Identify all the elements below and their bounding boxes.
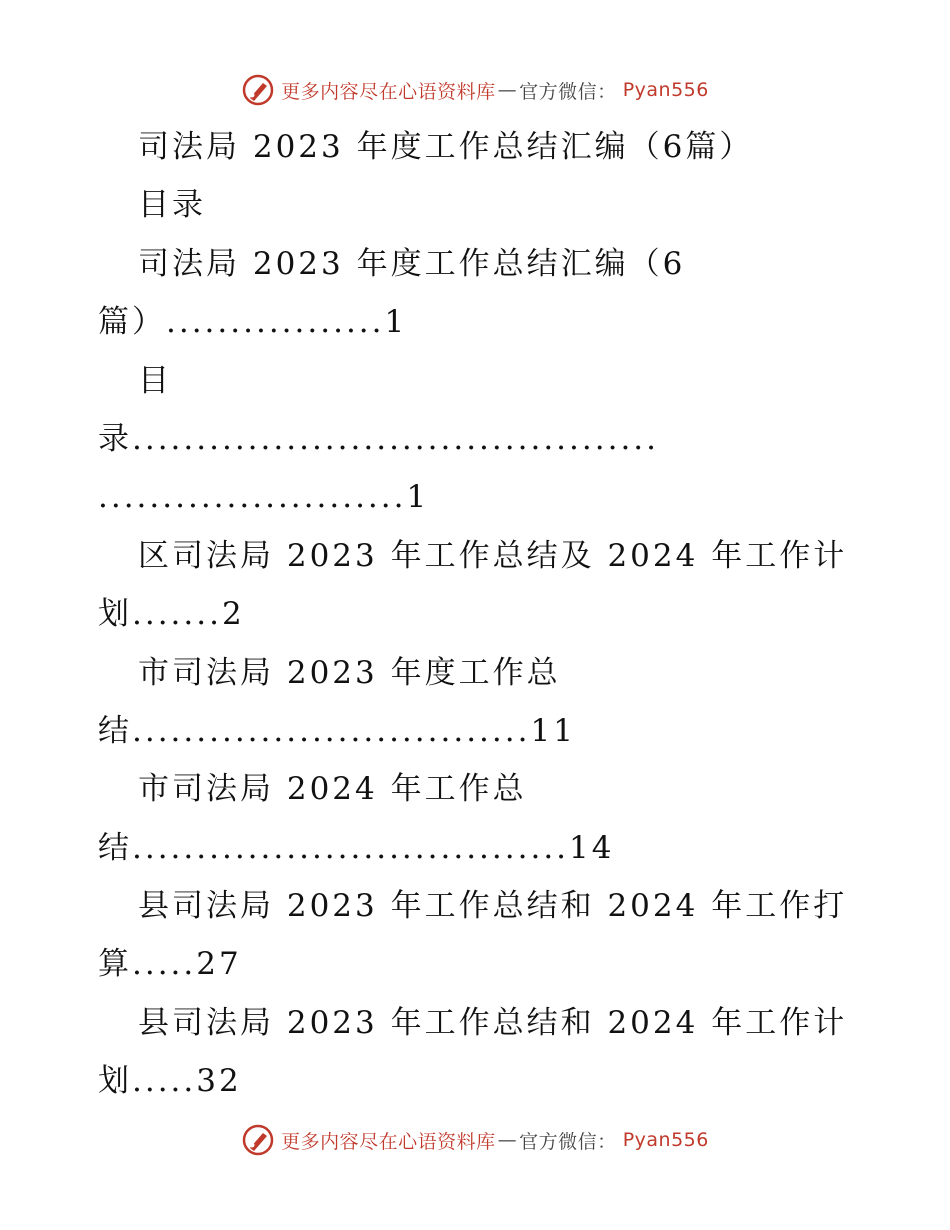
toc-line: ........................1 (98, 479, 430, 516)
toc-line: 市司法局 2023 年度工作总 (138, 654, 561, 691)
document-body (98, 118, 858, 1111)
toc-line: 司法局 2023 年度工作总结汇编（6 (138, 245, 686, 282)
toc-line: 县司法局 2023 年工作总结和 2024 年工作计 (138, 1004, 848, 1041)
toc-line: 算.....27 (98, 946, 242, 983)
header-wechat-label: 官方微信： (519, 80, 617, 103)
toc-line: 结..................................14 (98, 829, 615, 866)
toc-line: 结...............................11 (98, 712, 576, 749)
footer-wechat-id: Pyan556 (622, 1129, 709, 1151)
header-wechat-id: Pyan556 (622, 79, 709, 101)
toc-line: 篇）.................1 (98, 304, 408, 341)
toc-line: 录......................................... (98, 420, 660, 457)
header-separator: — (497, 79, 518, 101)
pen-logo-icon (241, 73, 275, 107)
toc-line: 区司法局 2023 年工作总结及 2024 年工作计 (138, 537, 848, 574)
toc-heading: 目录 (138, 187, 206, 224)
header-banner (0, 70, 950, 110)
toc-line: 划.....32 (98, 1063, 242, 1100)
toc-line: 目 (138, 362, 172, 399)
toc-line: 县司法局 2023 年工作总结和 2024 年工作打 (138, 888, 848, 925)
document-title: 司法局 2023 年度工作总结汇编（6篇） (138, 129, 754, 165)
toc-line: 市司法局 2024 年工作总 (138, 771, 527, 808)
footer-separator: — (497, 1129, 518, 1151)
toc-line: 划.......2 (98, 596, 245, 633)
header-text: 更多内容尽在心语资料库 (281, 80, 496, 103)
footer-wechat-label: 官方微信： (519, 1130, 617, 1153)
footer-banner (0, 1120, 950, 1160)
footer-text: 更多内容尽在心语资料库 (281, 1130, 496, 1153)
pen-logo-icon (241, 1123, 275, 1157)
